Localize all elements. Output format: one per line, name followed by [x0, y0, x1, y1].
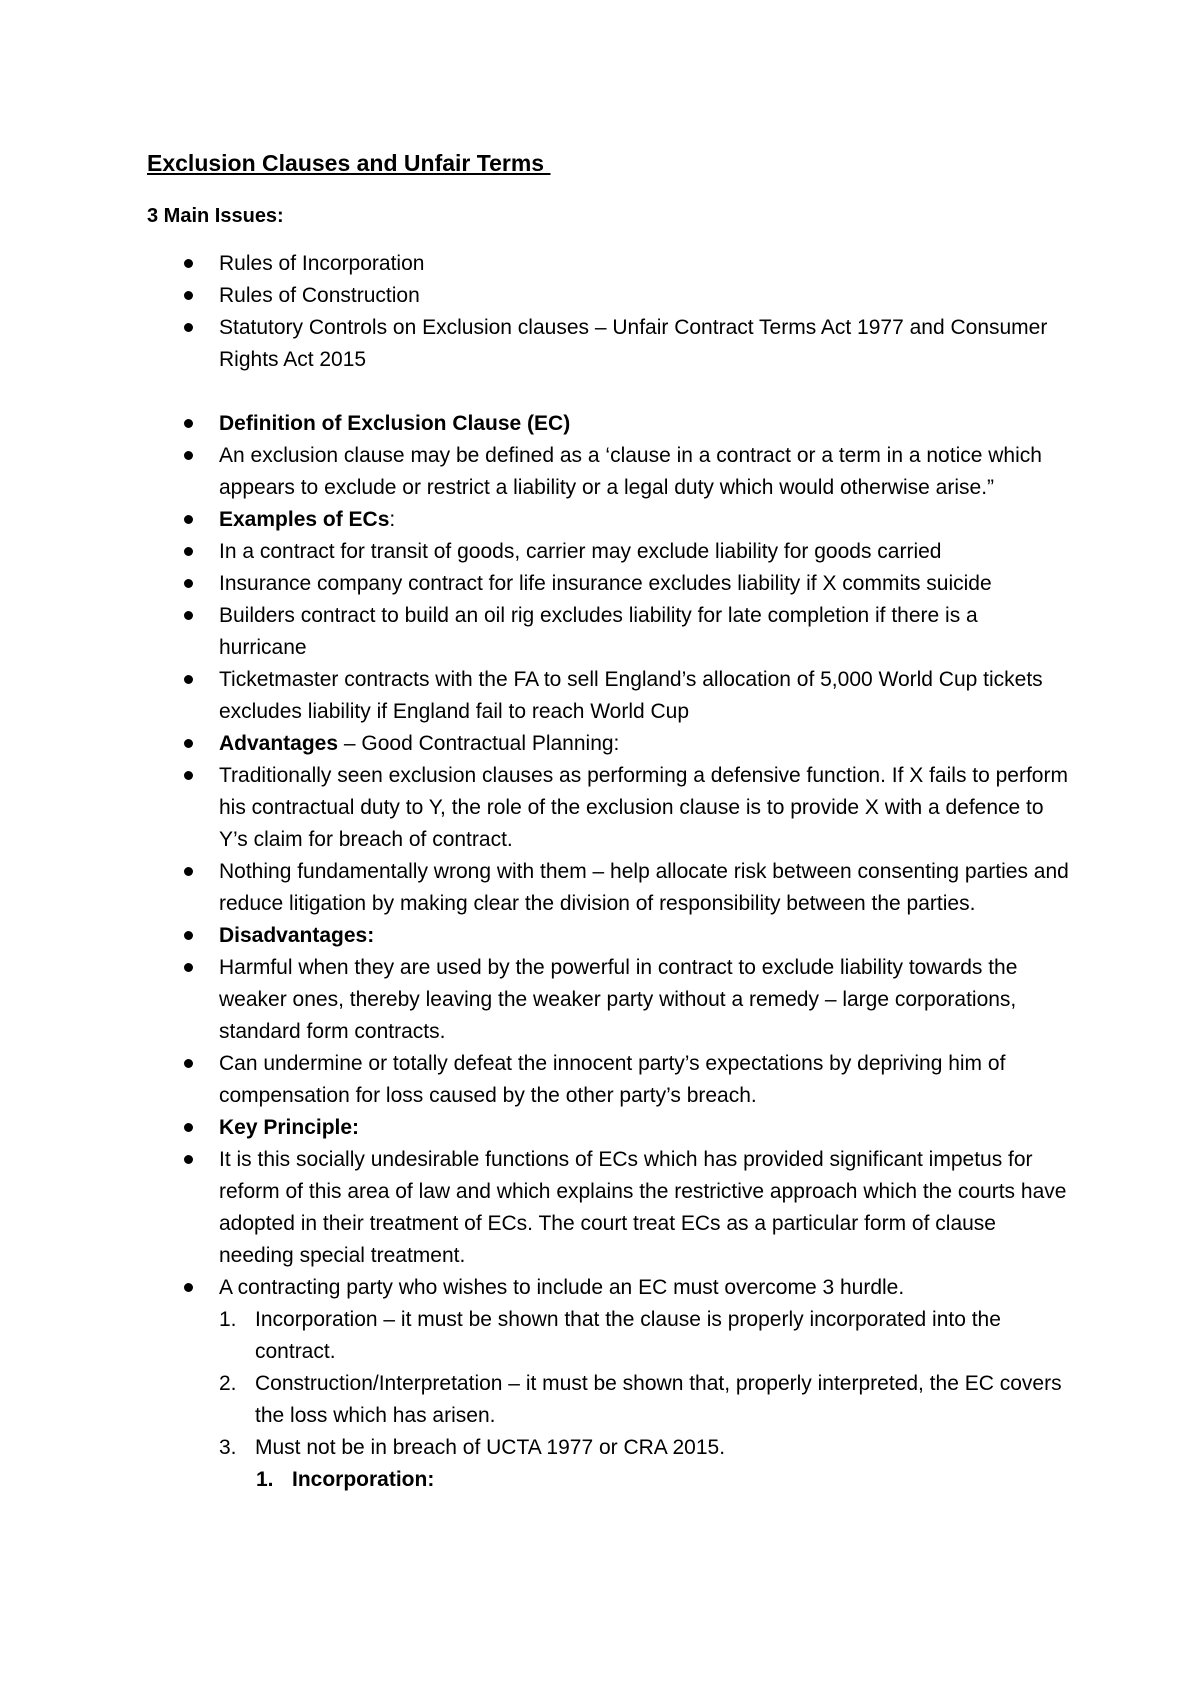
bullet-icon — [184, 579, 193, 588]
principle-heading: Key Principle: — [219, 1116, 360, 1139]
issues-heading: 3 Main Issues: — [147, 205, 284, 227]
bullet-icon — [184, 515, 193, 524]
bullet-icon — [184, 675, 193, 684]
disadvantage-text: Harmful when they are used by the powerful in contract to exclude liability towards the weaker ones, thereby leaving the weaker party without a remedy – large corporations, standard form contracts. — [219, 956, 1018, 1043]
list-item — [219, 920, 1069, 952]
bullet-icon — [184, 259, 193, 268]
definition-text: An exclusion clause may be defined as a ‘clause in a contract or a term in a notice which appears to exclude or restrict a liability or a legal duty which would otherwise arise.” — [219, 444, 1042, 499]
list-item — [219, 1112, 1069, 1144]
disadvantages-heading: Disadvantages: — [219, 924, 375, 947]
list-item — [219, 568, 1069, 600]
principle-text: It is this socially undesirable functions of ECs which has provided significant impetus for reform of this area of law and which explains the restrictive approach which the courts have adopted in their treatment of ECs. The court treat ECs as a particular form of clause needing special treatment. — [219, 1148, 1067, 1267]
list-item — [219, 600, 1069, 664]
bullet-icon — [184, 931, 193, 940]
bullet-icon — [184, 323, 193, 332]
item-number: 3. — [219, 1436, 237, 1459]
bullet-icon — [184, 771, 193, 780]
advantages-heading: Advantages — [219, 732, 339, 755]
document-title: Exclusion Clauses and Unfair Terms — [147, 150, 551, 176]
item-number: 1. — [219, 1308, 237, 1331]
issue-text: Rules of Construction — [219, 284, 420, 307]
numbered-item — [219, 1304, 1070, 1368]
list-item — [219, 536, 1069, 568]
hurdle-text: Construction/Interpretation – it must be shown that, properly interpreted, the EC covers the loss which has arisen. — [255, 1372, 1062, 1427]
issue-text: Statutory Controls on Exclusion clauses – Unfair Contract Terms Act 1977 and Consumer Rights Act 2015 — [219, 316, 1048, 371]
paragraph-spacer — [0, 376, 1200, 408]
bullet-icon — [184, 739, 193, 748]
example-text: Ticketmaster contracts with the FA to sell England’s allocation of 5,000 World Cup tickets excludes liability if England fail to reach World Cup — [219, 668, 1043, 723]
bullet-icon — [184, 867, 193, 876]
list-item — [219, 952, 1069, 1048]
bullet-icon — [184, 1059, 193, 1068]
item-number: 2. — [219, 1372, 237, 1395]
example-text: Insurance company contract for life insurance excludes liability if X commits suicide — [219, 572, 992, 595]
advantage-text: Traditionally seen exclusion clauses as performing a defensive function. If X fails to perform his contractual duty to Y, the role of the exclusion clause is to provide X with a defence to Y’s claim for breach of contract. — [219, 764, 1068, 851]
hurdle-intro: A contracting party who wishes to include an EC must overcome 3 hurdle. — [219, 1276, 905, 1299]
list-item — [219, 760, 1069, 856]
examples-heading: Examples of ECs — [219, 508, 390, 531]
list-item — [219, 504, 1069, 536]
bullet-icon — [184, 451, 193, 460]
list-item — [219, 408, 1069, 440]
list-item — [219, 280, 1069, 312]
bullet-icon — [184, 1155, 193, 1164]
hurdle-text: Incorporation – it must be shown that the clause is properly incorporated into the contract. — [255, 1308, 1001, 1363]
bullet-icon — [184, 291, 193, 300]
incorporation-heading: Incorporation: — [292, 1468, 435, 1491]
list-item — [219, 856, 1069, 920]
list-item — [219, 1272, 1069, 1304]
numbered-item — [219, 1368, 1070, 1432]
bullet-icon — [184, 611, 193, 620]
list-item — [219, 664, 1069, 728]
disadvantage-text: Can undermine or totally defeat the innocent party’s expectations by depriving him of compensation for loss caused by the other party’s breach. — [219, 1052, 1006, 1107]
list-item — [219, 728, 1069, 760]
bullet-icon — [184, 547, 193, 556]
sub-item-number: 1. — [256, 1468, 274, 1491]
list-item — [219, 440, 1069, 504]
bullet-icon — [184, 1283, 193, 1292]
list-item — [219, 312, 1069, 376]
numbered-item — [219, 1432, 1070, 1464]
sub-numbered-heading — [256, 1464, 1072, 1496]
definition-heading: Definition of Exclusion Clause (EC) — [219, 412, 571, 435]
advantage-text: Nothing fundamentally wrong with them – help allocate risk between consenting parties and reduce litigation by making clear the division of responsibility between the parties. — [219, 860, 1069, 915]
examples-colon: : — [389, 508, 396, 531]
bullet-icon — [184, 963, 193, 972]
example-text: Builders contract to build an oil rig excludes liability for late completion if there is a hurricane — [219, 604, 978, 659]
list-item — [219, 248, 1069, 280]
bullet-icon — [184, 1123, 193, 1132]
list-item — [219, 1048, 1069, 1112]
document-body — [0, 248, 1200, 1496]
list-item — [219, 1144, 1069, 1272]
example-text: In a contract for transit of goods, carrier may exclude liability for goods carried — [219, 540, 942, 563]
hurdle-text: Must not be in breach of UCTA 1977 or CRA 2015. — [255, 1436, 726, 1459]
advantages-subtitle: – Good Contractual Planning: — [338, 732, 620, 755]
issue-text: Rules of Incorporation — [219, 252, 425, 275]
bullet-icon — [184, 419, 193, 428]
